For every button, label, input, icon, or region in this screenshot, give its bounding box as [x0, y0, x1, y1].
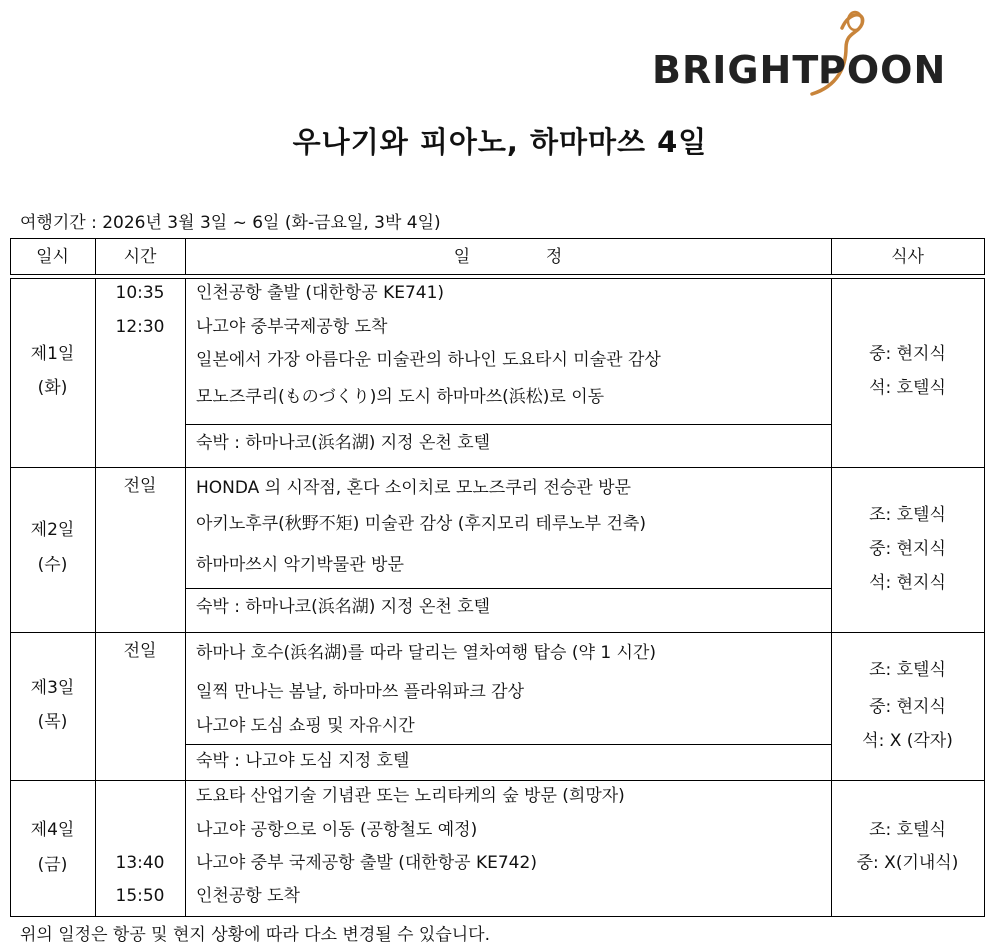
header-meal: 식사 — [891, 247, 924, 267]
meal-line: 중: 현지식 — [869, 539, 946, 559]
header-schedule: 일 정 — [453, 247, 563, 267]
schedule-item: 하마마쓰시 악기박물관 방문 — [196, 555, 404, 575]
schedule-item: 나고야 중부 국제공항 출발 (대한항공 KE742) — [196, 853, 537, 873]
time-cell: 전일 — [123, 476, 157, 496]
meal-line: 석: X (각자) — [862, 731, 953, 751]
logo-text-right: POON — [818, 48, 947, 92]
meal-line: 석: 현지식 — [869, 573, 946, 593]
time-cell: 15:50 — [115, 886, 165, 906]
footnote: 위의 일정은 항공 및 현지 상황에 따라 다소 변경될 수 있습니다. — [20, 925, 490, 945]
time-cell: 12:30 — [115, 317, 165, 337]
logo-text-left: BRIGHT — [652, 48, 820, 92]
schedule-item: 일본에서 가장 아름다운 미술관의 하나인 도요타시 미술관 감상 — [196, 350, 661, 370]
schedule-item: 인천공항 출발 (대한항공 KE741) — [196, 283, 445, 303]
schedule-item: 모노즈쿠리(ものづくり)의 도시 하마마쓰(浜松)로 이동 — [196, 387, 605, 407]
schedule-item: 하마나 호수(浜名湖)를 따라 달리는 열차여행 탑승 (약 1 시간) — [196, 643, 657, 663]
header-time: 시간 — [123, 247, 157, 267]
schedule-item: 도요타 산업기술 기념관 또는 노리타케의 숲 방문 (희망자) — [196, 786, 625, 806]
day-label: 제4일 — [30, 820, 75, 840]
lodging-cell: 숙박 : 하마나코(浜名湖) 지정 온천 호텔 — [196, 433, 491, 453]
day-label: 제1일 — [30, 344, 75, 364]
travel-period: 여행기간 : 2026년 3월 3일 ~ 6일 (화-금요일, 3박 4일) — [20, 213, 441, 233]
schedule-item: 인천공항 도착 — [196, 886, 300, 906]
schedule-item: HONDA 의 시작점, 혼다 소이치로 모노즈쿠리 전승관 방문 — [196, 478, 631, 498]
header-day: 일시 — [36, 247, 69, 267]
brand-logo — [652, 8, 952, 100]
lodging-cell: 숙박 : 하마나코(浜名湖) 지정 온천 호텔 — [196, 597, 491, 617]
schedule-item: 나고야 중부국제공항 도착 — [196, 317, 388, 337]
lodging-cell: 숙박 : 나고야 도심 지정 호텔 — [196, 751, 410, 771]
day-weekday: (금) — [37, 855, 68, 875]
meal-line: 중: 현지식 — [869, 344, 946, 364]
schedule-item: 나고야 도심 쇼핑 및 자유시간 — [196, 716, 415, 736]
schedule-item: 일찍 만나는 봄날, 하마마쓰 플라워파크 감상 — [196, 682, 525, 702]
meal-line: 석: 호텔식 — [869, 378, 946, 398]
time-cell: 전일 — [123, 641, 157, 661]
time-cell: 10:35 — [115, 283, 165, 303]
day-weekday: (화) — [37, 378, 68, 398]
page-title: 우나기와 피아노, 하마마쓰 4일 — [292, 125, 708, 159]
schedule-item: 나고야 공항으로 이동 (공항철도 예정) — [196, 820, 478, 840]
day-label: 제2일 — [30, 520, 75, 540]
meal-line: 조: 호텔식 — [869, 820, 946, 840]
meal-line: 중: X(기내식) — [856, 853, 959, 873]
schedule-item: 아키노후쿠(秋野不矩) 미술관 감상 (후지모리 테루노부 건축) — [196, 514, 646, 534]
meal-line: 중: 현지식 — [869, 697, 946, 717]
day-weekday: (수) — [37, 555, 68, 575]
time-cell: 13:40 — [115, 853, 165, 873]
meal-line: 조: 호텔식 — [869, 660, 946, 680]
meal-line: 조: 호텔식 — [869, 505, 946, 525]
day-weekday: (목) — [37, 712, 68, 732]
day-label: 제3일 — [30, 678, 75, 698]
